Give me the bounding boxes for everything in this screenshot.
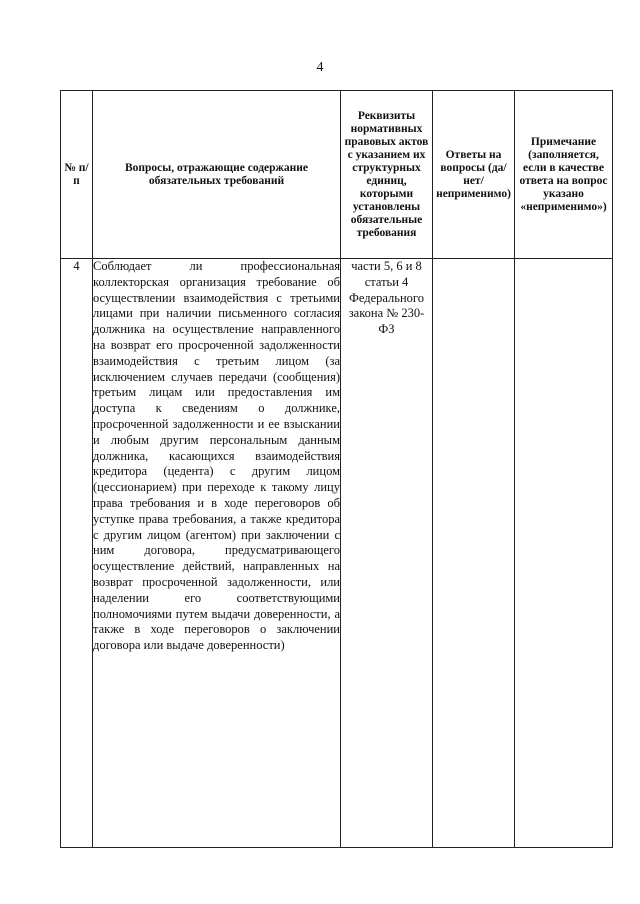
row-number: 4: [61, 259, 93, 848]
page-number: 4: [316, 60, 324, 75]
header-note: Примечание (заполняется, если в качестве ответа на вопрос указано «неприменимо»): [515, 91, 613, 259]
row-note: [515, 259, 613, 848]
row-answer: [433, 259, 515, 848]
header-answers: Ответы на вопросы (да/нет/ неприменимо): [433, 91, 515, 259]
row-requisites: части 5, 6 и 8 статьи 4 Федерального закона № 230-ФЗ: [341, 259, 433, 848]
table-row: [61, 259, 613, 848]
header-question: Вопросы, отражающие содержание обязательных требований: [93, 91, 341, 259]
requirements-table: [60, 90, 613, 848]
table-header-row: [61, 91, 613, 259]
header-requisites: Реквизиты нормативных правовых актов с указанием их структурных единиц, которыми установлены обязательные требования: [341, 91, 433, 259]
header-num: № п/п: [61, 91, 93, 259]
row-question: Соблюдает ли профессиональная коллекторская организация требование об осуществлении взаимодействия с третьими лицами при наличии письменного согласия должника на осуществление направленного на возврат его просроченной задолженности взаимодействия с третьим лицом (за исключением случаев передачи (сообщения) третьим лицам или предоставления им доступа к сведениям о должнике, просроченной задолженности и ее взыскании и любым другим персональным данным должника, касающихся взаимодействия кредитора (цедента) с другим лицом (цессионарием) при переходе к такому лицу права требования и в ходе переговоров об уступке права требования, а также кредитора с другим лицом (агентом) при заключении с ним договора, предусматривающего осуществление действий, направленных на возврат просроченной задолженности, или наделении его соответствующими полномочиями путем выдачи доверенности, а также в ходе переговоров о заключении договора или выдаче доверенности): [93, 259, 341, 848]
